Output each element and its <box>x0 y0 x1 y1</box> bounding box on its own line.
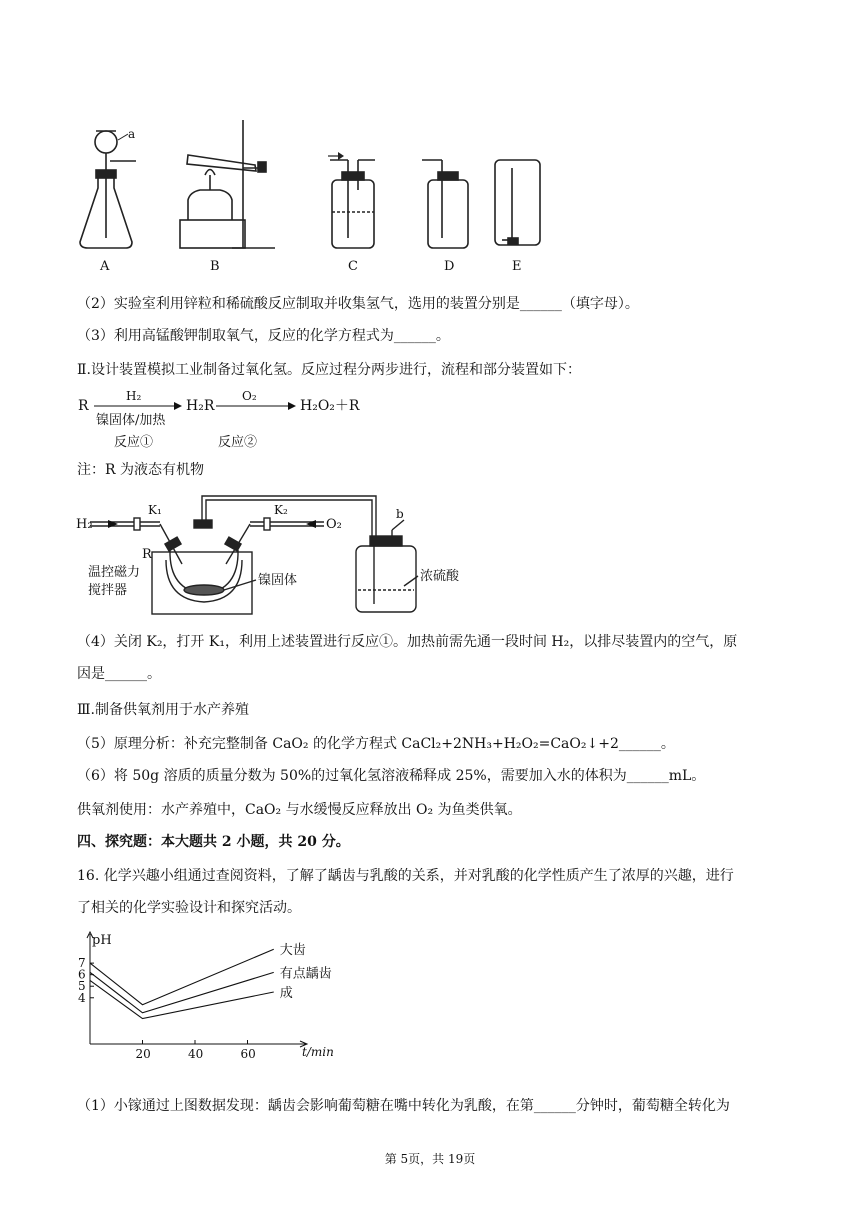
page-footer: 第 5页，共 19页 <box>384 1152 476 1166</box>
apparatus-c <box>330 160 375 248</box>
note: 注：R 为液态有机物 <box>77 462 204 478</box>
x-tick-label: 60 <box>240 1047 256 1061</box>
setup-b: b <box>396 507 404 521</box>
question-4-line-2: 因是______。 <box>77 666 161 682</box>
chart-ylabel: pH <box>92 933 112 948</box>
setup-h2: H₂ <box>76 517 93 532</box>
setup-acid: 浓硫酸 <box>420 569 460 584</box>
flow-h2r: H₂R <box>186 398 215 414</box>
y-tick-label: 7 <box>78 956 86 971</box>
question-5: （5）原理分析：补充完整制备 CaO₂ 的化学方程式 CaCl₂+2NH₃+H₂O₂=CaO₂↓+2______。 <box>77 736 675 752</box>
series-label: 成 <box>279 986 293 1001</box>
question-16-line-2: 了相关的化学实验设计和探究活动。 <box>77 900 301 916</box>
setup-r: R <box>142 547 152 562</box>
label-c: C <box>348 259 358 274</box>
flow-reaction-1: 反应① <box>114 435 154 450</box>
y-tick-label: 5 <box>78 979 86 994</box>
question-3: （3）利用高锰酸钾制取氧气，反应的化学方程式为______。 <box>77 328 450 344</box>
flow-catalyst: 镍固体/加热 <box>96 413 166 428</box>
setup-nickel: 镍固体 <box>258 573 298 588</box>
funnel-label-a: a <box>128 127 136 141</box>
chart-xlabel: t/min <box>302 1045 334 1059</box>
y-tick-label: 6 <box>78 967 86 982</box>
y-tick-label: 4 <box>78 990 86 1005</box>
part-2-title: Ⅱ.设计装置模拟工业制备过氧化氢。反应过程分两步进行，流程和部分装置如下： <box>77 362 581 378</box>
series-label: 有点龋齿 <box>279 966 332 982</box>
label-b: B <box>210 259 220 274</box>
question-16-line-1: 16. 化学兴趣小组通过查阅资料，了解了龋齿与乳酸的关系，并对乳酸的化学性质产生了浓厚的兴趣，进行 <box>77 868 734 884</box>
label-d: D <box>444 259 455 274</box>
apparatus-figure <box>70 120 570 280</box>
question-6: （6）将 50g 溶质的质量分数为 50%的过氧化氢溶液稀释成 25%，需要加入水的体积为______mL。 <box>77 768 706 784</box>
series-line <box>90 980 274 1018</box>
series-label: 大齿 <box>279 943 306 959</box>
flow-product: H₂O₂＋R <box>300 398 360 414</box>
section-4-heading: 四、探究题：本大题共 2 小题，共 20 分。 <box>77 834 350 850</box>
apparatus-b <box>180 120 275 248</box>
question-4-line-1: （4）关闭 K₂，打开 K₁，利用上述装置进行反应①。加热前需先通一段时间 H₂，以排尽装置内的空气，原 <box>77 634 738 650</box>
apparatus-e <box>495 160 540 245</box>
setup-k1: K₁ <box>148 503 162 517</box>
setup-o2: O₂ <box>326 517 342 532</box>
part-3-title: Ⅲ.制备供氧剂用于水产养殖 <box>77 702 249 718</box>
flow-r: R <box>78 398 89 414</box>
label-a: A <box>100 259 110 274</box>
question-16-1: （1）小镓通过上图数据发现：龋齿会影响葡萄糖在嘴中转化为乳酸，在第______分钟时，葡萄糖全转化为 <box>77 1098 730 1114</box>
x-tick-label: 20 <box>135 1047 151 1061</box>
apparatus-a <box>80 131 136 248</box>
setup-k2: K₂ <box>274 503 288 517</box>
reaction-flow <box>74 386 434 450</box>
ph-chart <box>70 928 370 1064</box>
question-2: （2）实验室利用锌粒和稀硫酸反应制取并收集氢气，选用的装置分别是______（填字母）。 <box>77 296 639 312</box>
setup-stirrer-2: 搅拌器 <box>88 583 128 598</box>
setup-stirrer-1: 温控磁力 <box>88 565 141 580</box>
apparatus-d <box>422 160 468 248</box>
reaction-setup <box>74 490 474 620</box>
series-line <box>90 972 274 1012</box>
flow-o2: O₂ <box>242 389 257 403</box>
series-line <box>90 949 274 1004</box>
flow-reaction-2: 反应② <box>218 435 258 450</box>
usage-text: 供氧剂使用：水产养殖中，CaO₂ 与水缓慢反应释放出 O₂ 为鱼类供氧。 <box>77 802 522 818</box>
x-tick-label: 40 <box>188 1047 204 1061</box>
flow-h2: H₂ <box>126 389 142 403</box>
label-e: E <box>512 259 522 274</box>
